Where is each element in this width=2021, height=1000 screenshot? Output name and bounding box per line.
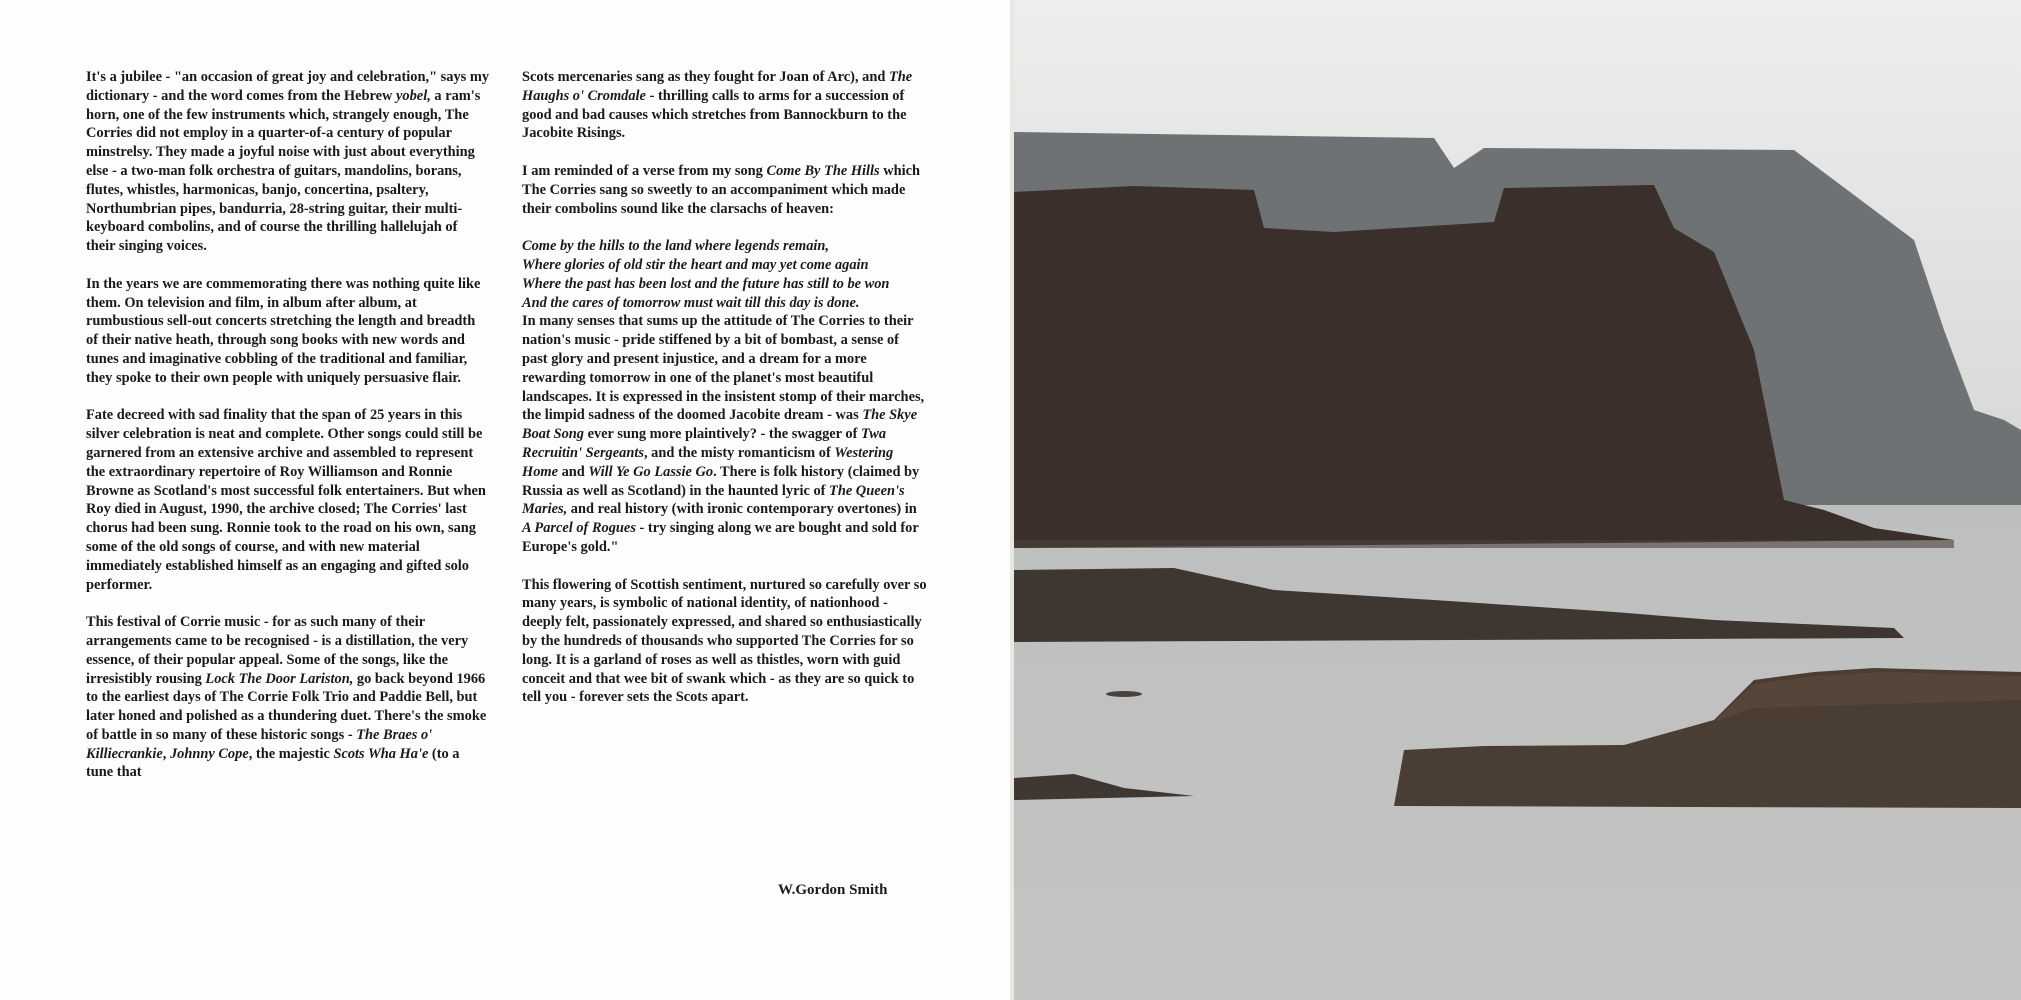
text-run: I am reminded of a verse from my song: [522, 162, 767, 179]
text-run: (to a tune that: [86, 745, 460, 781]
song-title: Twa Recruitin' Sergeants: [522, 426, 887, 461]
text-run: a ram's horn, one of the few instruments which, strangely enough, The Corries did not employ in a quarter-of-a century of popular minstrelsy. They made a joyful noise with just about everything else - a two-man folk orchestra of guitars, mandolins, borans, flutes, whistles, harmonicas, banjo, concertina, psaltery, Northumbrian pipes, bandurria, 28-string guitar, their multi-keyboard combolins, and of course the thrilling hallelujah of their singing voices.: [86, 87, 481, 255]
text-run: , and the misty romanticism of: [643, 444, 835, 461]
song-title: Scots Wha Ha'e: [333, 745, 429, 762]
paragraph: [522, 68, 928, 143]
left-column: [86, 68, 490, 801]
text-run: , the majestic: [248, 745, 334, 762]
text-run: ,: [162, 745, 170, 762]
paragraph: [522, 312, 928, 556]
text-run: which The Corries sang so sweetly to an accompaniment which made their combolins sound like the clarsachs of heaven:: [522, 162, 920, 217]
text-run: and real history (with ironic contemporary overtones) in: [567, 501, 917, 518]
verse-line: And the cares of tomorrow must wait till this day is done.: [522, 294, 860, 311]
text-run: ever sung more plaintively? - the swagger of: [583, 426, 861, 443]
song-title: The Braes o' Killiecrankie: [86, 726, 433, 762]
right-column: [522, 68, 928, 726]
text-run: This flowering of Scottish sentiment, nurtured so carefully over so many years, is symbolic of national identity, of nationhood - deeply felt, passionately expressed, and shared so enthusiastically by the hundreds of thousands who supported The Corries for so long. It is a garland of roses as well as thistles, worn with guid conceit and that wee bit of swank which - as they are so quick to tell you - forever sets the Scots apart.: [522, 576, 927, 706]
text-run: In many senses that sums up the attitude of The Corries to their nation's music - pride stiffened by a bit of bombast, a sense of past glory and present injustice, and a dream for a more rewarding tomorrow in one of the planet's most beautiful landscapes. It is expressed in the insistent stomp of their marches, the limpid sadness of the doomed Jacobite dream - was: [522, 313, 925, 424]
text-run: This festival of Corrie music - for as such many of their arrangements came to be recognised - is a distillation, the very essence, of their popular appeal. Some of the songs, like the irresistibly rousing: [86, 614, 469, 687]
paragraph: [86, 68, 490, 256]
rock: [1106, 691, 1142, 697]
song-title: A Parcel of Rogues: [522, 520, 636, 537]
text-run: and: [557, 463, 589, 480]
song-title: Will Ye Go Lassie Go: [588, 463, 714, 480]
song-title: Johnny Cope: [169, 745, 249, 762]
coastal-cliffs-photo: [1014, 0, 2021, 1000]
text-run: go back beyond 1966 to the earliest days of The Corrie Folk Trio and Paddie Bell, but later honed and polished as a thundering duet. There's the smoke of battle in so many of these historic songs -: [86, 670, 487, 743]
text-run: - thrilling calls to arms for a succession of good and bad causes which stretches from Bannockburn to the Jacobite Risings.: [522, 87, 907, 142]
shoreline-shadow: [1014, 540, 1954, 548]
song-verse: [522, 237, 928, 312]
author-signature: W.Gordon Smith: [778, 882, 888, 898]
verse-line: Where glories of old stir the heart and may yet come again: [522, 256, 869, 273]
song-title: yobel,: [396, 87, 431, 104]
song-title: Lock The Door Lariston,: [205, 670, 354, 687]
song-title: The Queen's Maries,: [522, 482, 905, 518]
song-title: Westering Home: [522, 444, 894, 480]
text-run: In the years we are commemorating there was nothing quite like them. On television and film, in album after album, at rumbustious sell-out concerts stretching the length and breadth of their native heath, through song books with new words and tunes and imaginative cobbling of the traditional and familiar, they spoke to their own people with uniquely persuasive flair.: [86, 275, 481, 386]
paragraph: [86, 406, 490, 594]
paragraph: [522, 576, 928, 708]
verse-line: Come by the hills to the land where legends remain,: [522, 238, 830, 255]
text-run: - try singing along we are bought and sold for Europe's gold.": [522, 520, 919, 555]
text-run: It's a jubilee - "an occasion of great joy and celebration," says my dictionary - and the word comes from the Hebrew: [86, 69, 490, 104]
song-title: Come By The Hills: [766, 162, 880, 179]
paragraph: [86, 275, 490, 388]
song-title: The Skye Boat Song: [522, 407, 918, 443]
text-run: Fate decreed with sad finality that the span of 25 years in this silver celebration is neat and complete. Other songs could still be garnered from an extensive archive and assembled to represent the extraordinary repertoire of Roy Williamson and Ronnie Browne as Scotland's most successful folk entertainers. But when Roy died in August, 1990, the archive closed; The Corries' last chorus had been sung. Ronnie took to the road on his own, sang some of the old songs of course, and with new material immediately established himself as an engaging and gifted solo performer.: [86, 407, 486, 593]
verse-line: Where the past has been lost and the future has still to be won: [522, 275, 890, 292]
text-run: . There is folk history (claimed by Russia as well as Scotland) in the haunted lyric of: [522, 463, 920, 499]
paragraph: [86, 613, 490, 782]
paragraph: [522, 162, 928, 218]
text-page: [0, 0, 1010, 1000]
text-run: Scots mercenaries sang as they fought for Joan of Arc), and: [522, 69, 889, 85]
song-title: The Haughs o' Cromdale: [522, 69, 913, 104]
